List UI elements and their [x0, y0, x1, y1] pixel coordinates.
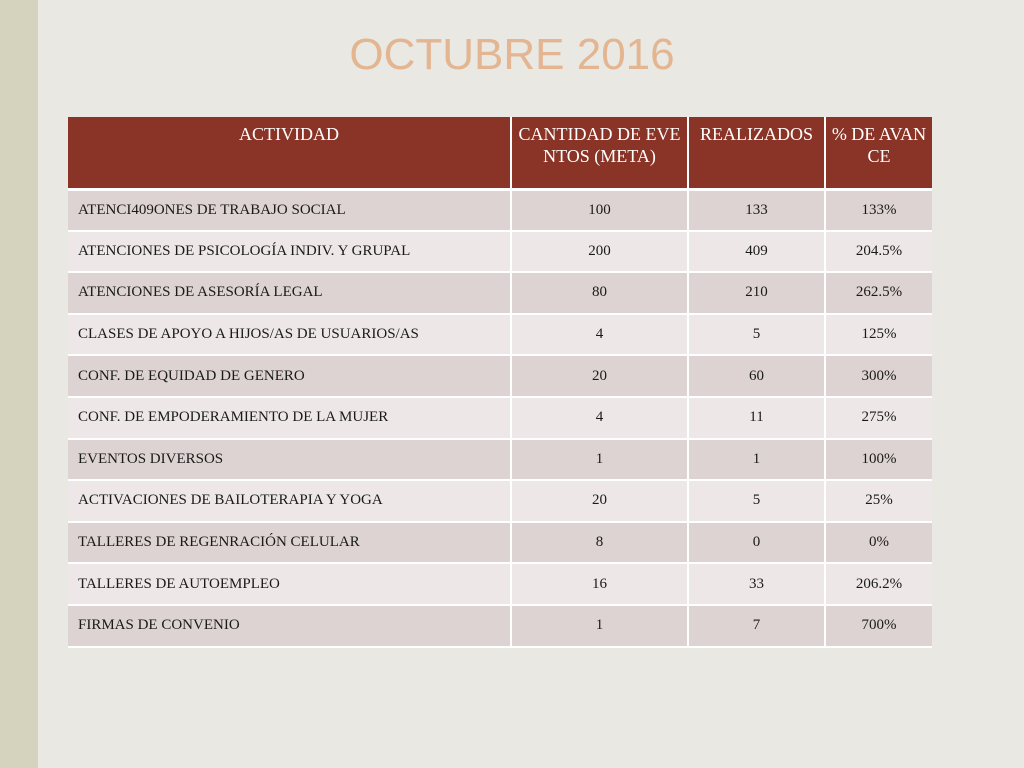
- table-row: [68, 397, 932, 439]
- cell-avance: 700%: [825, 605, 932, 647]
- cell-actividad: EVENTOS DIVERSOS: [68, 439, 511, 481]
- cell-meta: 20: [511, 355, 688, 397]
- cell-meta: 1: [511, 439, 688, 481]
- cell-avance: 206.2%: [825, 563, 932, 605]
- cell-avance: 300%: [825, 355, 932, 397]
- cell-actividad: TALLERES DE AUTOEMPLEO: [68, 563, 511, 605]
- cell-meta: 4: [511, 397, 688, 439]
- header-cantidad-eventos: CANTIDAD DE EVENTOS (META): [511, 117, 688, 189]
- cell-meta: 16: [511, 563, 688, 605]
- table-row: [68, 272, 932, 314]
- cell-actividad: CONF. DE EMPODERAMIENTO DE LA MUJER: [68, 397, 511, 439]
- cell-meta: 100: [511, 189, 688, 231]
- cell-avance: 25%: [825, 480, 932, 522]
- cell-actividad: FIRMAS DE CONVENIO: [68, 605, 511, 647]
- table-row: [68, 480, 932, 522]
- cell-realizados: 0: [688, 522, 825, 564]
- header-porcentaje-avance: % DE AVANCE: [825, 117, 932, 189]
- table-row: [68, 563, 932, 605]
- cell-avance: 125%: [825, 314, 932, 356]
- cell-realizados: 409: [688, 231, 825, 273]
- cell-meta: 200: [511, 231, 688, 273]
- cell-avance: 0%: [825, 522, 932, 564]
- activity-table: [68, 117, 932, 648]
- cell-realizados: 60: [688, 355, 825, 397]
- cell-actividad: CONF. DE EQUIDAD DE GENERO: [68, 355, 511, 397]
- cell-avance: 100%: [825, 439, 932, 481]
- table-row: [68, 231, 932, 273]
- cell-actividad: ATENCIONES DE PSICOLOGÍA INDIV. Y GRUPAL: [68, 231, 511, 273]
- table-row: [68, 189, 932, 231]
- table-row: [68, 314, 932, 356]
- cell-meta: 8: [511, 522, 688, 564]
- table-row: [68, 439, 932, 481]
- cell-meta: 1: [511, 605, 688, 647]
- cell-meta: 4: [511, 314, 688, 356]
- cell-avance: 133%: [825, 189, 932, 231]
- cell-realizados: 5: [688, 480, 825, 522]
- cell-realizados: 7: [688, 605, 825, 647]
- cell-actividad: ATENCIONES DE ASESORÍA LEGAL: [68, 272, 511, 314]
- cell-actividad: ACTIVACIONES DE BAILOTERAPIA Y YOGA: [68, 480, 511, 522]
- cell-avance: 262.5%: [825, 272, 932, 314]
- cell-realizados: 5: [688, 314, 825, 356]
- activity-table-wrapper: [68, 117, 932, 648]
- slide-title: OCTUBRE 2016: [349, 30, 675, 79]
- header-actividad: ACTIVIDAD: [68, 117, 511, 189]
- cell-avance: 275%: [825, 397, 932, 439]
- cell-realizados: 133: [688, 189, 825, 231]
- cell-realizados: 1: [688, 439, 825, 481]
- cell-meta: 20: [511, 480, 688, 522]
- cell-actividad: CLASES DE APOYO A HIJOS/AS DE USUARIOS/AS: [68, 314, 511, 356]
- cell-realizados: 11: [688, 397, 825, 439]
- side-band: [0, 0, 38, 768]
- table-row: [68, 522, 932, 564]
- table-row: [68, 355, 932, 397]
- table-row: [68, 605, 932, 647]
- table-body: [68, 189, 932, 647]
- cell-avance: 204.5%: [825, 231, 932, 273]
- cell-realizados: 210: [688, 272, 825, 314]
- cell-actividad: ATENCI409ONES DE TRABAJO SOCIAL: [68, 189, 511, 231]
- cell-realizados: 33: [688, 563, 825, 605]
- cell-meta: 80: [511, 272, 688, 314]
- cell-actividad: TALLERES DE REGENRACIÓN CELULAR: [68, 522, 511, 564]
- header-realizados: REALIZADOS: [688, 117, 825, 189]
- table-header-row: [68, 117, 932, 189]
